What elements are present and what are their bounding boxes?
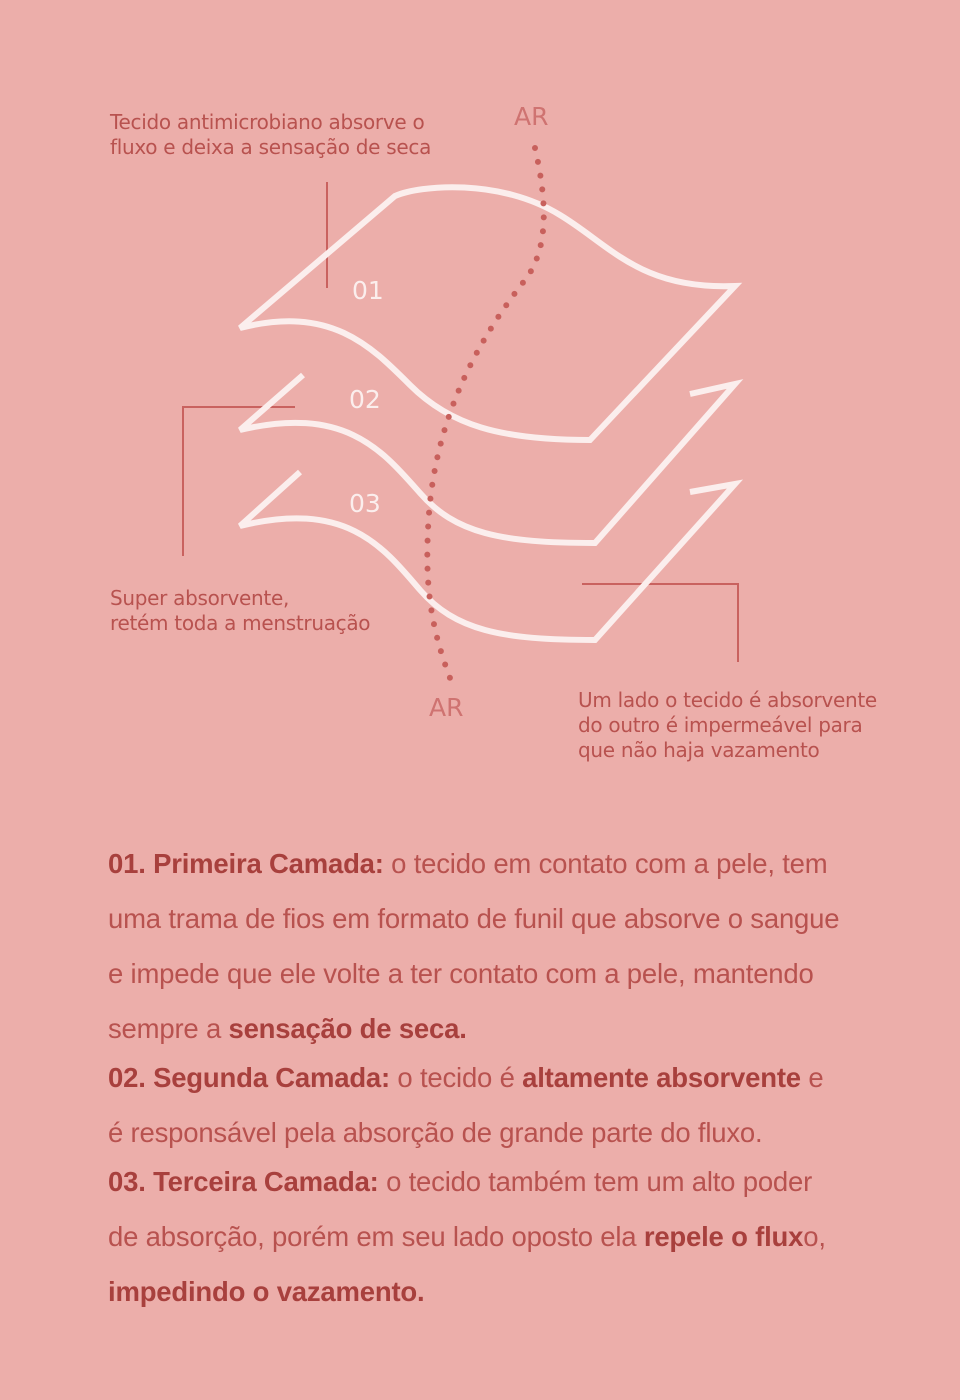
text-span: o tecido também tem um alto poder	[378, 1166, 813, 1197]
description-layer-03	[108, 1154, 908, 1319]
description-line: é responsável pela absorção de grande parte do fluxo.	[108, 1117, 763, 1148]
layer-01-shape	[240, 187, 735, 440]
description-line	[108, 1264, 908, 1319]
air-label-bottom: AR	[429, 693, 464, 722]
description-line	[108, 1154, 908, 1209]
description-layer-01	[108, 836, 908, 1056]
text-span: o tecido é	[389, 1062, 523, 1093]
description-line: uma trama de fios em formato de funil que absorve o sangue	[108, 903, 840, 934]
text-span: de absorção, porém em seu lado oposto ela	[108, 1221, 644, 1252]
text-span: o tecido em contato com a pele, tem	[383, 848, 828, 879]
annotation-left-line-2: retém toda a menstruação	[110, 611, 371, 635]
annotation-right-line-1: Um lado o tecido é absorvente	[578, 688, 877, 712]
annotation-top	[110, 110, 470, 160]
annotation-right-line-2: do outro é impermeável para	[578, 713, 863, 737]
text-span: sempre a	[108, 1013, 229, 1044]
layer-03-heading: 03. Terceira Camada:	[108, 1166, 379, 1197]
annotation-top-line-2: fluxo e deixa a sensação de seca	[110, 135, 432, 159]
text-span: o,	[803, 1221, 826, 1252]
description-line: e impede que ele volte a ter contato com a pele, mantendo	[108, 958, 814, 989]
layer-descriptions	[108, 836, 908, 1319]
annotation-left-line-1: Super absorvente,	[110, 586, 290, 610]
annotation-right	[578, 688, 908, 763]
layer-label-03: 03	[349, 489, 381, 518]
layer-label-02: 02	[349, 385, 381, 414]
description-line	[108, 1050, 908, 1105]
emphasis: repele o flux	[643, 1221, 804, 1252]
layer-01-heading: 01. Primeira Camada:	[108, 848, 384, 879]
annotation-top-line-1: Tecido antimicrobiano absorve o	[110, 110, 425, 134]
annotation-right-line-3: que não haja vazamento	[578, 738, 820, 762]
layer-label-01: 01	[352, 276, 384, 305]
description-line	[108, 1209, 908, 1264]
emphasis: sensação de seca.	[228, 1013, 467, 1044]
text-span: e	[800, 1062, 824, 1093]
annotation-left	[110, 586, 410, 636]
layer-02-heading: 02. Segunda Camada:	[108, 1062, 390, 1093]
description-line	[108, 1001, 908, 1056]
emphasis: altamente absorvente	[522, 1062, 801, 1093]
description-layer-02	[108, 1050, 908, 1160]
description-line	[108, 836, 908, 891]
air-label-top: AR	[514, 102, 549, 131]
leader-line-right	[582, 584, 738, 662]
emphasis: impedindo o vazamento.	[108, 1276, 425, 1307]
